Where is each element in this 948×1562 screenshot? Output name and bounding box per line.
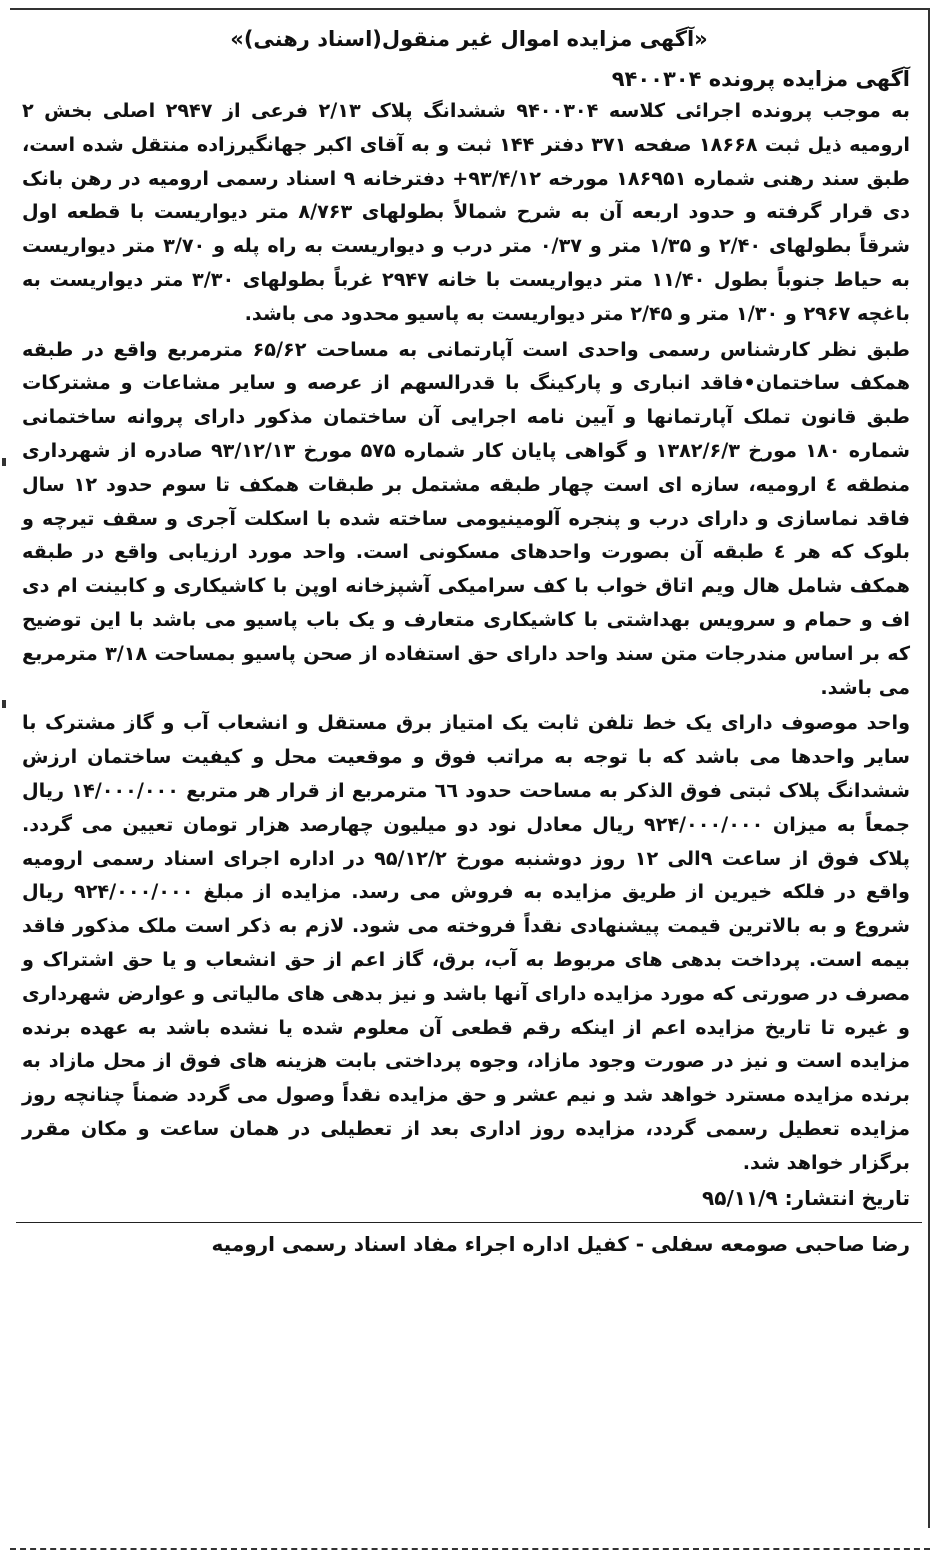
paragraph-property-boundaries: به موجب پرونده اجرائی کلاسه ۹۴۰۰۳۰۴ ششدانگ پلاک ۲/۱۳ فرعی از ۲۹۴۷ اصلی بخش ۲ ارومیه ذیل ثبت ۱۸۶۶۸ صفحه ۳۷۱ دفتر ۱۴۴ ثبت و به آقای اکبر جهانگیرزاده منتقل شده است، طبق سند رهنی شماره ۱۸۶۹۵۱ مورخه ۹۳/۴/۱۲+ دفترخانه ۹ اسناد رسمی ارومیه در رهن بانک دی قرار گرفته و حدود اربعه آن به شرح شمالاً بطولهای ۸/۷۶۳ متر دیواریست با قطعه اول شرقاً بطولهای ۲/۴۰ و ۱/۳۵ متر و ۰/۳۷ متر درب و دیواریست به راه پله و ۳/۷۰ متر دیواریست به حیاط جنوباً بطول ۱۱/۴۰ متر دیواریست با خانه ۲۹۴۷ غرباً بطولهای ۳/۳۰ متر دیواریست به باغچه ۲۹۶۷ و ۱/۳۰ متر و ۲/۴۵ متر دیواریست به پاسیو محدود می باشد. [22,99,910,325]
signature-line: رضا صاحبی صومعه سفلی - کفیل اداره اجراء مفاد اسناد رسمی ارومیه [211,1231,910,1256]
clipping-mark [2,700,6,708]
clipping-mark [2,458,6,466]
auction-notice [10,8,930,1528]
notice-title: «آگهی مزایده اموال غیر منقول(اسناد رهنی)» [230,27,708,51]
publication-date: تاریخ انتشار: ۹۵/۱۱/۹ [702,1185,910,1210]
paragraph-expert-description: طبق نظر کارشناس رسمی واحدی است آپارتمانی به مساحت ۶۵/۶۲ مترمربع واقع در طبقه همکف ساختمان•فاقد انباری و پارکینگ با قدرالسهم از عرصه و سایر مشاعات و مشترکات طبق قانون تملک آپارتمانها و آیین نامه اجرایی آن ساختمان مذکور دارای پروانه ساختمانی شماره ۱۸۰ مورخ ۱۳۸۲/۶/۳ و گواهی پایان کار شماره ۵۷۵ مورخ ۹۳/۱۲/۱۳ صادره از شهرداری منطقه ٤ ارومیه، سازه ای است چهار طبقه مشتمل بر طبقات همکف تا سوم حدود ۱۲ سال فاقد نماسازی و دارای درب و پنجره آلومینیومی ساخته شده با اسکلت آجری و سقف تیرچه و بلوک که هر ٤ طبقه آن بصورت واحدهای مسکونی است. واحد مورد ارزیابی واقع در طبقه همکف شامل هال ویم اتاق خواب با کف سرامیکی آشپزخانه اوپن با کاشیکاری و کابینت ام دی اف و حمام و سرویس بهداشتی با کاشیکاری متعارف و یک باب پاسیو می باشد با این توضیح که بر اساس مندرجات متن سند واحد دارای حق استفاده از صحن پاسیو بمساحت ۳/۱۸ مترمربع می باشد. [22,337,911,699]
paragraph-valuation-and-terms: واحد موصوف دارای یک خط تلفن ثابت یک امتیاز برق مستقل و انشعاب آب و گاز مشترک با سایر واحدها می باشد که با توجه به مراتب فوق و موقعیت محل و کیفیت ساختمان ارزش ششدانگ پلاک ثبتی فوق الذکر به مساحت حدود ٦٦ مترمربع از قرار هر متربع ۱۴/۰۰۰/۰۰۰ ریال جمعاً به میزان ۹۲۴/۰۰۰/۰۰۰ ریال معادل نود دو میلیون چهارصد هزار تومان تعیین می گردد. پلاک فوق از ساعت ۹الی ۱۲ روز دوشنبه مورخ ۹۵/۱۲/۲ در اداره اجرای اسناد رسمی ارومیه واقع در فلکه خیرین از طریق مزایده به فروش می رسد. مزایده از مبلغ ۹۲۴/۰۰۰/۰۰۰ ریال شروع و به بالاترین قیمت پیشنهادی نقداً فروخته می شود. لازم به ذکر است ملک مذکور فاقد بیمه است. پرداخت بدهی های مربوط به آب، برق، گاز اعم از حق انشعاب و یا حق اشتراک و مصرف در صورتی که مورد مزایده دارای آنها باشد و نیز بدهی های مالیاتی و عوارض شهرداری و غیره تا تاریخ مزایده اعم از اینکه رقم قطعی آن معلوم شده یا نشده باشد به عهده برنده مزایده است و نیز در صورت وجود مازاد، وجوه پرداختی بابت هزینه های فوق از محل مازاد به برنده مزایده مسترد خواهد شد و نیم عشر و حق مزایده نقداً وصول می گردد ضمناً چنانچه روز مزایده تعطیل رسمی گردد، مزایده روز اداری بعد از تعطیلی در همان ساعت و مکان مقرر برگزار خواهد شد. [22,711,911,1174]
clipping-edge [10,1548,930,1550]
divider [16,1222,922,1223]
notice-subtitle: آگهی مزایده پرونده ۹۴۰۰۳۰۴ [611,67,910,91]
